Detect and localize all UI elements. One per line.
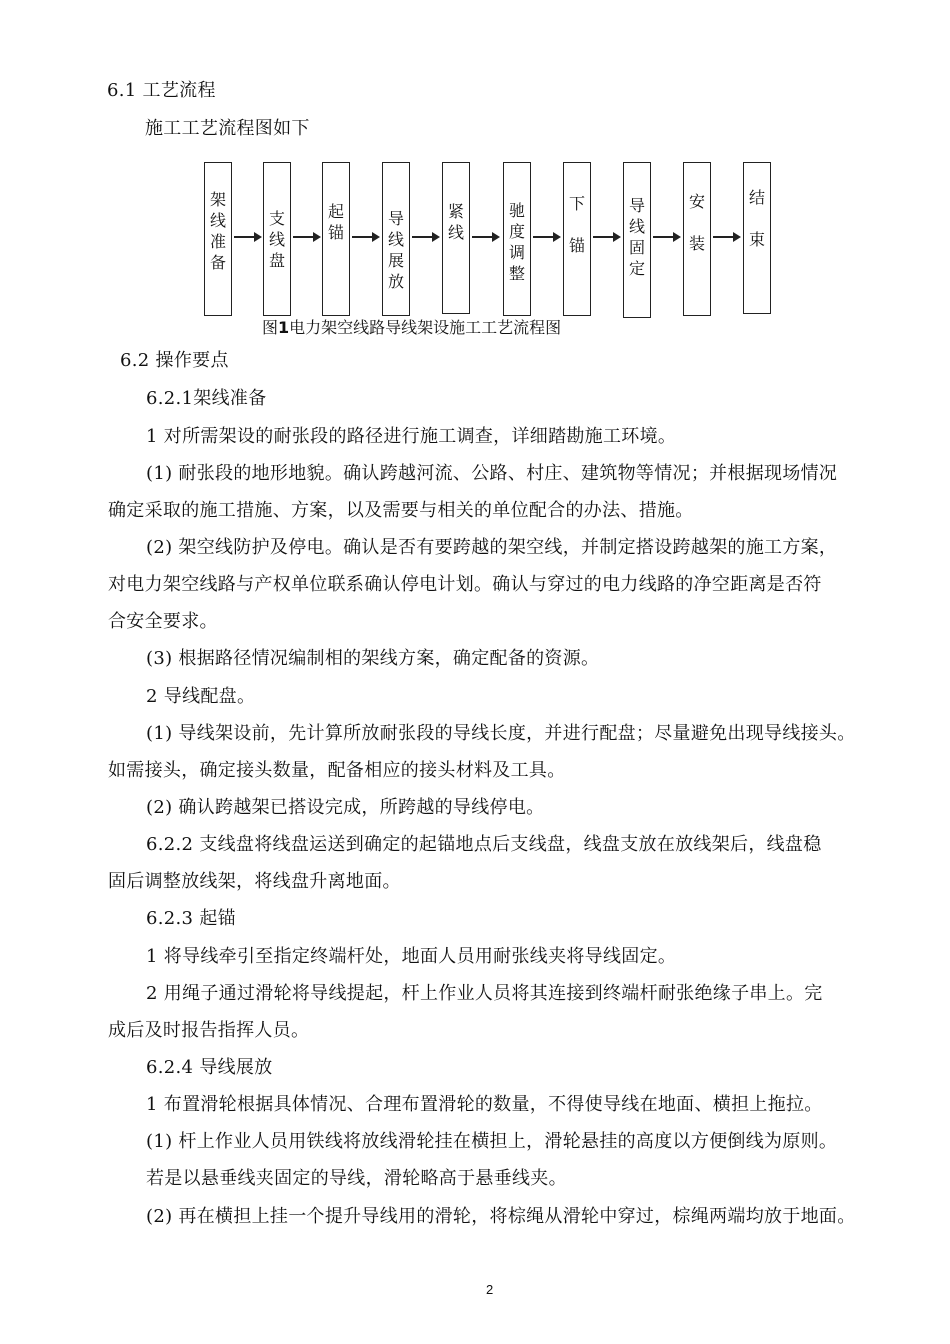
subsection-heading-6-2-4: 6.2.4 导线展放	[146, 1057, 273, 1078]
flow-box-9: 安 装	[683, 162, 711, 316]
paragraph-line: 若是以悬垂线夹固定的导线，滑轮略高于悬垂线夹。	[146, 1168, 567, 1189]
flow-box-10: 结 束	[743, 162, 771, 314]
flow-arrow-2	[293, 236, 319, 238]
flow-arrow-1	[234, 236, 260, 238]
paragraph-line: 固后调整放线架，将线盘升离地面。	[108, 871, 401, 892]
flow-box-7: 下 锚	[563, 162, 591, 316]
flow-box-5: 紧 线	[442, 162, 470, 314]
page-number: 2	[486, 1282, 494, 1297]
flow-box-1: 架 线 准 备	[204, 162, 232, 316]
paragraph-line: (3) 根据路径情况编制相的架线方案，确定配备的资源。	[146, 648, 600, 669]
flow-intro-text: 施工工艺流程图如下	[145, 118, 310, 139]
paragraph-line: (1) 导线架设前，先计算所放耐张段的导线长度，并进行配盘；尽量避免出现导线接头。	[146, 723, 856, 744]
paragraph-line: (1) 耐张段的地形地貌。确认跨越河流、公路、村庄、建筑物等情况；并根据现场情况	[146, 463, 838, 484]
flow-arrow-3	[352, 236, 378, 238]
flow-box-3: 起 锚	[322, 162, 350, 316]
section-heading-6-1: 6.1 工艺流程	[107, 80, 216, 101]
paragraph-line: (2) 确认跨越架已搭设完成，所跨越的导线停电。	[146, 797, 545, 818]
flow-arrow-8	[653, 236, 679, 238]
flow-arrow-5	[472, 236, 498, 238]
subsection-heading-6-2-2: 6.2.2 支线盘将线盘运送到确定的起锚地点后支线盘，线盘支放在放线架后，线盘稳	[146, 834, 822, 855]
paragraph-line: 对电力架空线路与产权单位联系确认停电计划。确认与穿过的电力线路的净空距离是否符	[108, 574, 822, 595]
flow-box-2: 支 线 盘	[263, 162, 291, 316]
paragraph-line: 1 将导线牵引至指定终端杆处，地面人员用耐张线夹将导线固定。	[146, 946, 677, 967]
flow-box-6: 驰 度 调 整	[503, 162, 531, 316]
flow-box-8: 导 线 固 定	[623, 162, 651, 318]
flow-arrow-7	[593, 236, 619, 238]
figure-caption: 图1电力架空线路导线架设施工工艺流程图	[262, 318, 562, 337]
paragraph-line: 2 导线配盘。	[146, 686, 256, 707]
paragraph-line: 成后及时报告指挥人员。	[108, 1020, 310, 1041]
flow-arrow-9	[713, 236, 739, 238]
paragraph-line: (2) 架空线防护及停电。确认是否有要跨越的架空线，并制定搭设跨越架的施工方案，	[146, 537, 838, 558]
subsection-heading-6-2-1: 6.2.1架线准备	[146, 388, 267, 409]
paragraph-line: 如需接头，确定接头数量，配备相应的接头材料及工具。	[108, 760, 566, 781]
flow-arrow-6	[533, 236, 559, 238]
subsection-heading-6-2-3: 6.2.3 起锚	[146, 908, 236, 929]
paragraph-line: 确定采取的施工措施、方案，以及需要与相关的单位配合的办法、措施。	[108, 500, 694, 521]
flow-box-4: 导 线 展 放	[382, 162, 410, 316]
paragraph-line: 2 用绳子通过滑轮将导线提起，杆上作业人员将其连接到终端杆耐张绝缘子串上。完	[146, 983, 823, 1004]
paragraph-line: (1) 杆上作业人员用铁线将放线滑轮挂在横担上，滑轮悬挂的高度以方便倒线为原则。	[146, 1131, 838, 1152]
paragraph-line: 1 布置滑轮根据具体情况、合理布置滑轮的数量，不得使导线在地面、横担上拖拉。	[146, 1094, 823, 1115]
paragraph-line: 1 对所需架设的耐张段的路径进行施工调查，详细踏勘施工环境。	[146, 426, 677, 447]
paragraph-line: 合安全要求。	[108, 611, 218, 632]
flow-arrow-4	[412, 236, 438, 238]
section-heading-6-2: 6.2 操作要点	[120, 350, 229, 371]
paragraph-line: (2) 再在横担上挂一个提升导线用的滑轮，将棕绳从滑轮中穿过，棕绳两端均放于地面。	[146, 1206, 856, 1227]
